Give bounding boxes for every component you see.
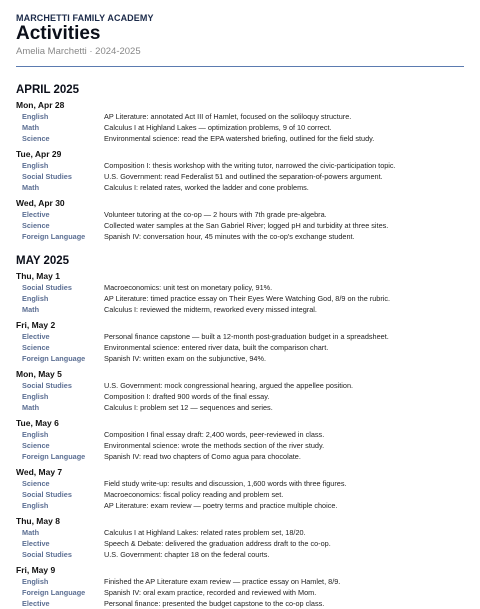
day-date: Thu, May 1 <box>16 271 60 281</box>
activity-entry <box>16 451 464 462</box>
day-group <box>16 149 464 193</box>
entry-description: Composition I final essay draft: 2,400 words, peer-reviewed in class. <box>104 430 325 439</box>
entry-description: U.S. Government: read Federalist 51 and outlined the separation-of-powers argument. <box>104 172 383 181</box>
activity-entry <box>16 549 464 560</box>
activity-entry <box>16 598 464 609</box>
entry-subject: English <box>22 501 49 510</box>
day-group <box>16 271 464 315</box>
activity-entry <box>16 402 464 413</box>
day-group <box>16 198 464 242</box>
activity-entry <box>16 220 464 231</box>
entry-description: Field study write-up: results and discussion, 1,600 words with three figures. <box>104 479 347 488</box>
entry-description: Environmental science: read the EPA watershed briefing, outlined for the field study. <box>104 134 375 143</box>
entry-subject: Math <box>22 403 40 412</box>
entry-description: Macroeconomics: unit test on monetary policy, 91%. <box>104 283 273 292</box>
entry-subject: Science <box>22 343 50 352</box>
activity-entry <box>16 282 464 293</box>
activity-entry <box>16 122 464 133</box>
entry-subject: Foreign Language <box>22 354 86 363</box>
entry-subject: Social Studies <box>22 172 72 181</box>
entry-description: Spanish IV: written exam on the subjunctive, 94%. <box>104 354 266 363</box>
entry-description: Personal finance capstone — built a 12-month post-graduation budget in a spreadsheet. <box>104 332 389 341</box>
month-heading: MAY 2025 <box>16 255 70 267</box>
entry-description: Environmental science: entered river data, built the comparison chart. <box>104 343 329 352</box>
activity-entry <box>16 209 464 220</box>
activity-entry <box>16 331 464 342</box>
activity-entry <box>16 576 464 587</box>
entry-description: AP Literature: exam review — poetry terms and practice multiple choice. <box>104 501 338 510</box>
day-group <box>16 369 464 413</box>
day-group <box>16 100 464 144</box>
activity-entry <box>16 527 464 538</box>
activity-entry <box>16 440 464 451</box>
day-date: Tue, May 6 <box>16 418 59 428</box>
day-date: Tue, Apr 29 <box>16 149 62 159</box>
entry-subject: Math <box>22 305 40 314</box>
entry-description: U.S. Government: chapter 18 on the federal courts. <box>104 550 270 559</box>
entry-description: Calculus I: reviewed the midterm, reworked every missed integral. <box>104 305 317 314</box>
day-group <box>16 565 464 609</box>
entry-subject: Foreign Language <box>22 232 86 241</box>
entry-subject: Science <box>22 134 50 143</box>
entry-description: U.S. Government: mock congressional hearing, argued the appellee position. <box>104 381 354 390</box>
entry-description: Calculus I at Highland Lakes — optimization problems, 9 of 10 correct. <box>104 123 332 132</box>
entry-subject: Social Studies <box>22 283 72 292</box>
activity-entry <box>16 133 464 144</box>
activity-entry <box>16 429 464 440</box>
entry-description: Volunteer tutoring at the co-op — 2 hours with 7th grade pre-algebra. <box>104 210 327 219</box>
entry-description: AP Literature: annotated Act III of Hamlet, focused on the soliloquy structure. <box>104 112 352 121</box>
entry-subject: Science <box>22 479 50 488</box>
activity-entry <box>16 353 464 364</box>
activity-entry <box>16 231 464 242</box>
day-group <box>16 320 464 364</box>
entry-subject: Elective <box>22 539 50 548</box>
page-title: Activities <box>16 23 101 44</box>
entry-subject: Science <box>22 221 50 230</box>
entry-subject: Social Studies <box>22 381 72 390</box>
organization-name: MARCHETTI FAMILY ACADEMY <box>16 13 154 23</box>
day-group <box>16 467 464 511</box>
activity-entry <box>16 182 464 193</box>
entry-description: Speech & Debate: delivered the graduation address draft to the co-op. <box>104 539 331 548</box>
activity-entry <box>16 500 464 511</box>
entry-subject: English <box>22 294 49 303</box>
entry-description: Calculus I: problem set 12 — sequences and series. <box>104 403 273 412</box>
day-date: Fri, May 2 <box>16 320 56 330</box>
entry-description: Spanish IV: oral exam practice, recorded and reviewed with Mom. <box>104 588 317 597</box>
entry-subject: Foreign Language <box>22 588 86 597</box>
entry-description: Calculus I: related rates, worked the ladder and cone problems. <box>104 183 309 192</box>
activity-entry <box>16 171 464 182</box>
entry-description: Macroeconomics: fiscal policy reading and problem set. <box>104 490 284 499</box>
day-group <box>16 516 464 560</box>
entry-description: Personal finance: presented the budget capstone to the co-op class. <box>104 599 325 608</box>
day-group <box>16 418 464 462</box>
day-date: Fri, May 9 <box>16 565 56 575</box>
entry-subject: English <box>22 577 49 586</box>
activity-entry <box>16 489 464 500</box>
activity-entry <box>16 160 464 171</box>
entry-description: Collected water samples at the San Gabriel River; logged pH and turbidity at three sites. <box>104 221 389 230</box>
entry-description: Spanish IV: read two chapters of Como agua para chocolate. <box>104 452 301 461</box>
day-date: Wed, May 7 <box>16 467 63 477</box>
entry-subject: Social Studies <box>22 490 72 499</box>
day-date: Wed, Apr 30 <box>16 198 65 208</box>
activity-entry <box>16 538 464 549</box>
activity-entry <box>16 111 464 122</box>
activity-entry <box>16 342 464 353</box>
day-date: Mon, Apr 28 <box>16 100 65 110</box>
entry-subject: Science <box>22 441 50 450</box>
day-date: Mon, May 5 <box>16 369 62 379</box>
entry-description: Environmental science: wrote the methods section of the river study. <box>104 441 325 450</box>
entry-subject: English <box>22 430 49 439</box>
entry-description: Calculus I at Highland Lakes: related rates problem set, 18/20. <box>104 528 306 537</box>
entry-description: Composition I: thesis workshop with the writing tutor, narrowed the civic-participation topic. <box>104 161 396 170</box>
activity-entry <box>16 304 464 315</box>
entry-subject: English <box>22 112 49 121</box>
entry-subject: Elective <box>22 599 50 608</box>
entry-subject: Elective <box>22 210 50 219</box>
entry-subject: Foreign Language <box>22 452 86 461</box>
entry-subject: Math <box>22 528 40 537</box>
activity-entry <box>16 587 464 598</box>
entry-description: Spanish IV: conversation hour, 45 minutes with the co-op's exchange student. <box>104 232 355 241</box>
entry-description: Composition I: drafted 900 words of the final essay. <box>104 392 270 401</box>
entry-subject: Math <box>22 123 40 132</box>
entry-subject: English <box>22 161 49 170</box>
day-date: Thu, May 8 <box>16 516 60 526</box>
entry-subject: Social Studies <box>22 550 72 559</box>
entry-subject: Elective <box>22 332 50 341</box>
entry-description: AP Literature: timed practice essay on Their Eyes Were Watching God, 8/9 on the rubric. <box>104 294 391 303</box>
activity-entry <box>16 478 464 489</box>
activity-entry <box>16 293 464 304</box>
month-heading: APRIL 2025 <box>16 84 80 96</box>
header-divider <box>16 66 464 67</box>
entry-subject: Math <box>22 183 40 192</box>
activity-entry <box>16 391 464 402</box>
activity-log <box>16 83 464 609</box>
page-subtitle: Amelia Marchetti · 2024-2025 <box>16 46 141 57</box>
entry-description: Finished the AP Literature exam review — practice essay on Hamlet, 8/9. <box>104 577 341 586</box>
entry-subject: English <box>22 392 49 401</box>
activity-entry <box>16 380 464 391</box>
